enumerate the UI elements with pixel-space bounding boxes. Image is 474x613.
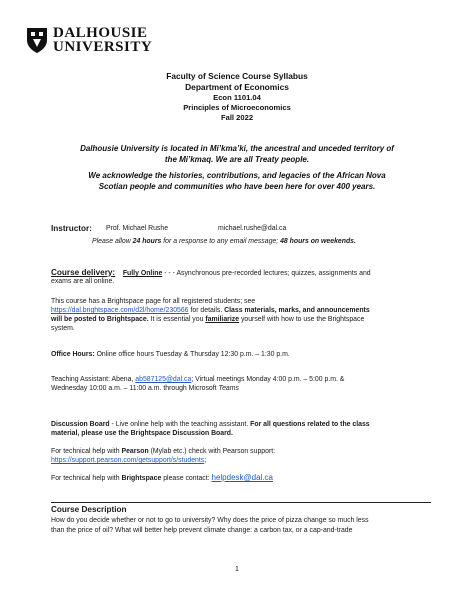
ans-ack-line1: We acknowledge the histories, contributions, and legacies of the African Nova (88, 171, 386, 180)
delivery-mode: Fully Online (122, 270, 163, 277)
pearson-after: ; (204, 457, 207, 464)
pearson-bold: Pearson (121, 448, 149, 455)
response-note (92, 237, 432, 246)
helpdesk-link[interactable]: helpdesk@dal.ca (211, 473, 273, 482)
land-ack-line1: Dalhousie University is located in Mi’kma’ki, the ancestral and unceded territory of (80, 144, 394, 153)
ta-line1 (51, 375, 431, 384)
course-title: Principles of Microeconomics (183, 103, 291, 112)
logo-line2: UNIVERSITY (53, 39, 153, 55)
brightspace-text-end: yourself with how to use the Brightspace (239, 316, 365, 323)
brightspace-line1: This course has a Brightspace page for all registered students; see (51, 298, 256, 305)
discussion-label: Discussion Board (51, 421, 110, 428)
instructor-email: michael.rushe@dal.ca (218, 225, 287, 232)
instructor-row (51, 224, 431, 234)
note-48h: 48 hours on weekends. (280, 238, 356, 245)
department-title: Department of Economics (185, 82, 289, 92)
office-hours-text: Online office hours Tuesday & Thursday 12:30 p.m. – 1:30 p.m. (94, 351, 290, 358)
pearson-text-post: (Mylab etc.) check with Pearson support: (148, 448, 276, 455)
ta-line2 (51, 384, 431, 393)
brightspace-bold-2: will be posted to Brightspace. (51, 316, 149, 323)
note-text-mid: for a response to any email message; (161, 238, 281, 245)
brightspace-text-mid: It is essential you (148, 316, 206, 323)
ta-text-post: ; Virtual meetings Monday 4:00 p.m. – 5:00 p.m. & (191, 376, 345, 383)
brightspace-course-link[interactable]: https://dal.brightspace.com/d2l/home/230566 (51, 307, 189, 314)
delivery-text: - - - Asynchronous pre-recorded lectures; quizzes, assignments and (162, 270, 371, 277)
instructor-name: Prof. Michael Rushe (106, 225, 169, 232)
land-ack-line2: the Mi’kmaq. We are all Treaty people. (164, 155, 310, 164)
ans-ack-line2: Scotian people and communities who have been here for over 400 years. (98, 182, 376, 191)
ta-text-line2: Wednesday 10:00 a.m. – 11:00 a.m. through Microsoft (51, 385, 219, 392)
pearson-line2 (51, 456, 431, 465)
logo-wordmark (53, 26, 152, 54)
discussion-bold: For all questions related to the class (250, 421, 370, 428)
brightspace-help (51, 473, 431, 483)
page-number: 1 (235, 566, 239, 573)
course-description-heading: Course Description (51, 505, 127, 514)
description-line1: How do you decide whether or not to go to university? Why does the price of pizza change so much less (51, 517, 369, 524)
discussion-line2: material, please use the Brightspace Discussion Board. (51, 430, 233, 437)
crest-icon (26, 26, 48, 54)
bs-help-text: For technical help with (51, 475, 122, 482)
pearson-text: For technical help with (51, 448, 122, 455)
description-line2: than the price of oil? What will better help prevent climate change: a carbon tax, or a cap-and-trade (51, 527, 353, 534)
discussion-line1 (51, 420, 431, 429)
delivery-label: Course delivery: (51, 268, 116, 277)
familiarize-word: familiarize (205, 316, 240, 323)
brightspace-text: for details. (188, 307, 225, 314)
course-code: Econ 1101.04 (213, 93, 261, 102)
ta-text: Teaching Assistant: Abena, (51, 376, 136, 383)
brightspace-line2 (51, 306, 431, 315)
delivery-line2: exams are all online. (51, 278, 115, 285)
note-24h: 24 hours (132, 238, 162, 245)
bs-help-text-post: please contact: (161, 475, 212, 482)
office-hours-label: Office Hours: (51, 351, 95, 358)
term: Fall 2022 (220, 113, 254, 122)
brightspace-bold-1: Class materials, marks, and announcements (224, 307, 370, 314)
office-hours (51, 350, 431, 359)
faculty-title: Faculty of Science Course Syllabus (166, 71, 308, 81)
discussion-text: - Live online help with the teaching assistant. (109, 421, 251, 428)
note-text: Please allow (92, 238, 133, 245)
ta-teams: Teams (218, 385, 239, 392)
logo-line1: DALHOUSIE (53, 25, 148, 41)
ta-email-link[interactable]: ab587125@dal.ca (135, 376, 192, 383)
brightspace-line3 (51, 315, 431, 324)
section-divider (51, 502, 431, 503)
instructor-label: Instructor: (51, 224, 92, 233)
university-logo (26, 26, 152, 54)
pearson-line1 (51, 447, 431, 456)
brightspace-line4: system. (51, 325, 75, 332)
bs-help-bold: Brightspace (121, 475, 162, 482)
pearson-support-link[interactable]: https://support.pearson.com/getsupport/s/students (51, 457, 205, 464)
